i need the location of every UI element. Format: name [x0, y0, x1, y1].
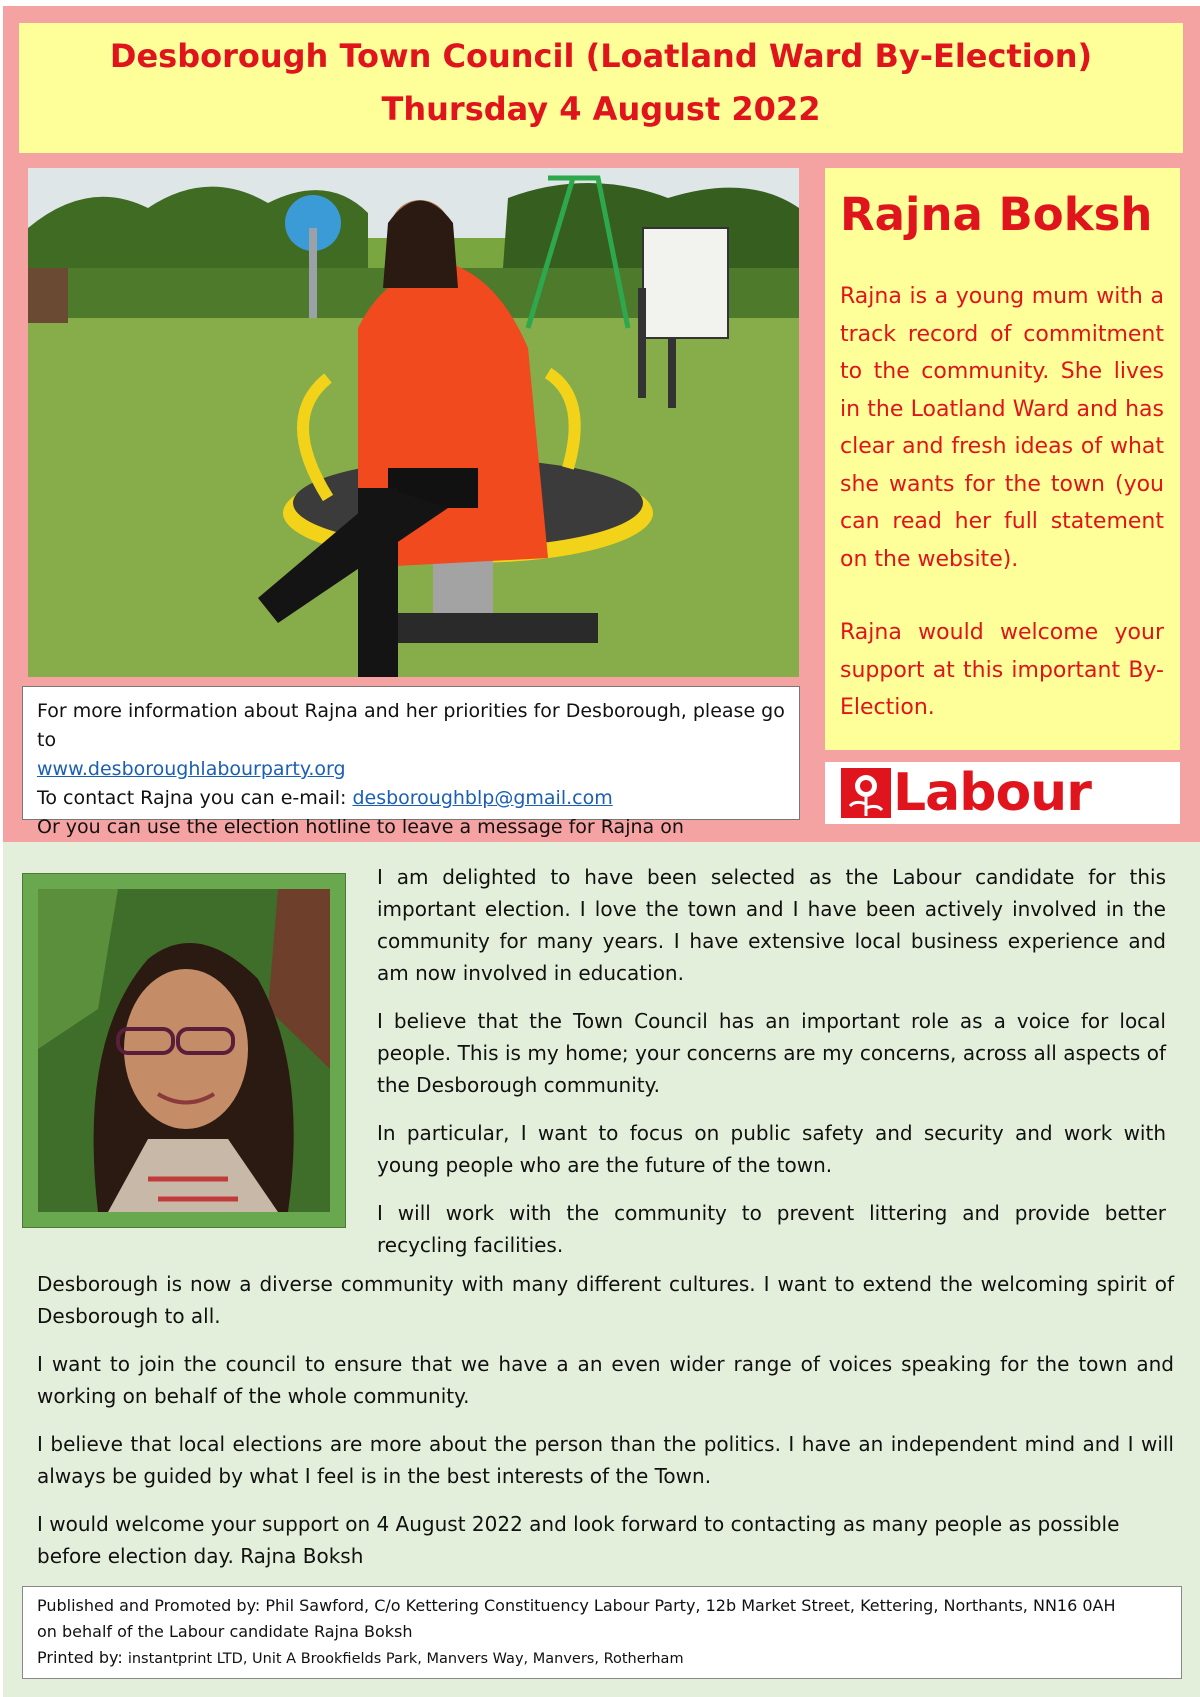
candidate-bio: Rajna is a young mum with a track record of commitment to the community. She lives in the Loatland Ward and has clear and fresh ideas of what she wants for the town (you can read her full statement on the website).: [840, 284, 1164, 572]
statement-paragraph: In particular, I want to focus on public safety and security and work with young people who are the future of the town.: [377, 1121, 1166, 1177]
contact-info-box: [22, 686, 800, 838]
statement-paragraph: I believe that local elections are more about the person than the politics. I have an independent mind and I will always be guided by what I feel is in the best interests of the Town.: [37, 1432, 1174, 1488]
printed-by: instantprint LTD, Unit A Brookfields Park, Manvers Way, Manvers, Rotherham: [127, 1651, 684, 1667]
statement-paragraph: I will work with the community to prevent littering and provide better recycling facilities.: [377, 1201, 1166, 1257]
statement-paragraph: I am delighted to have been selected as the Labour candidate for this important election. I love the town and I have been actively involved in the community for many years. I have extensive local business experience and am now involved in education.: [377, 865, 1166, 985]
election-date: Thursday 4 August 2022: [381, 90, 821, 128]
candidate-playground-photo: [28, 168, 799, 677]
statement-paragraph: I would welcome your support on 4 August 2022 and look forward to contacting as many people as possible before election day. Rajna Boksh: [37, 1512, 1120, 1568]
rose-icon: [841, 768, 891, 818]
portrait-frame: [22, 873, 346, 1228]
labour-wordmark: Labour: [893, 763, 1091, 823]
candidate-portrait-photo: [38, 889, 330, 1212]
hotline-text: Or you can use the election hotline to leave a message for Rajna on: [37, 816, 684, 838]
support-appeal: Rajna would welcome your support at this important By-Election.: [840, 620, 1164, 720]
election-header: [19, 23, 1183, 153]
printed-by-label: Printed by:: [37, 1648, 128, 1667]
website-link[interactable]: www.desboroughlabourparty.org: [37, 758, 346, 780]
imprint-box: [22, 1586, 1182, 1679]
email-label: To contact Rajna you can e-mail:: [37, 787, 353, 809]
statement-paragraph: Desborough is now a diverse community with many different cultures. I want to extend the welcoming spirit of Desborough to all.: [37, 1272, 1174, 1328]
candidate-card: [825, 168, 1180, 750]
election-title: Desborough Town Council (Loatland Ward By-Election): [109, 37, 1093, 75]
statement-paragraph: I believe that the Town Council has an important role as a voice for local people. This is my home; your concerns are my concerns, across all aspects of the Desborough community.: [377, 1009, 1166, 1097]
statement-paragraph: I want to join the council to ensure that we have a an even wider range of voices speaking for the town and working on behalf of the whole community.: [37, 1352, 1174, 1408]
info-line: For more information about Rajna and her priorities for Desborough, please go to: [37, 700, 785, 751]
published-by: Published and Promoted by: Phil Sawford, C/o Kettering Constituency Labour Party, 12b Market Street, Kettering, Northants, NN16 0AH: [37, 1596, 1116, 1615]
on-behalf-of: on behalf of the Labour candidate Rajna Boksh: [37, 1622, 413, 1641]
candidate-name: Rajna Boksh: [840, 188, 1153, 241]
labour-logo: [825, 762, 1180, 824]
email-link[interactable]: desboroughblp@gmail.com: [352, 787, 613, 809]
